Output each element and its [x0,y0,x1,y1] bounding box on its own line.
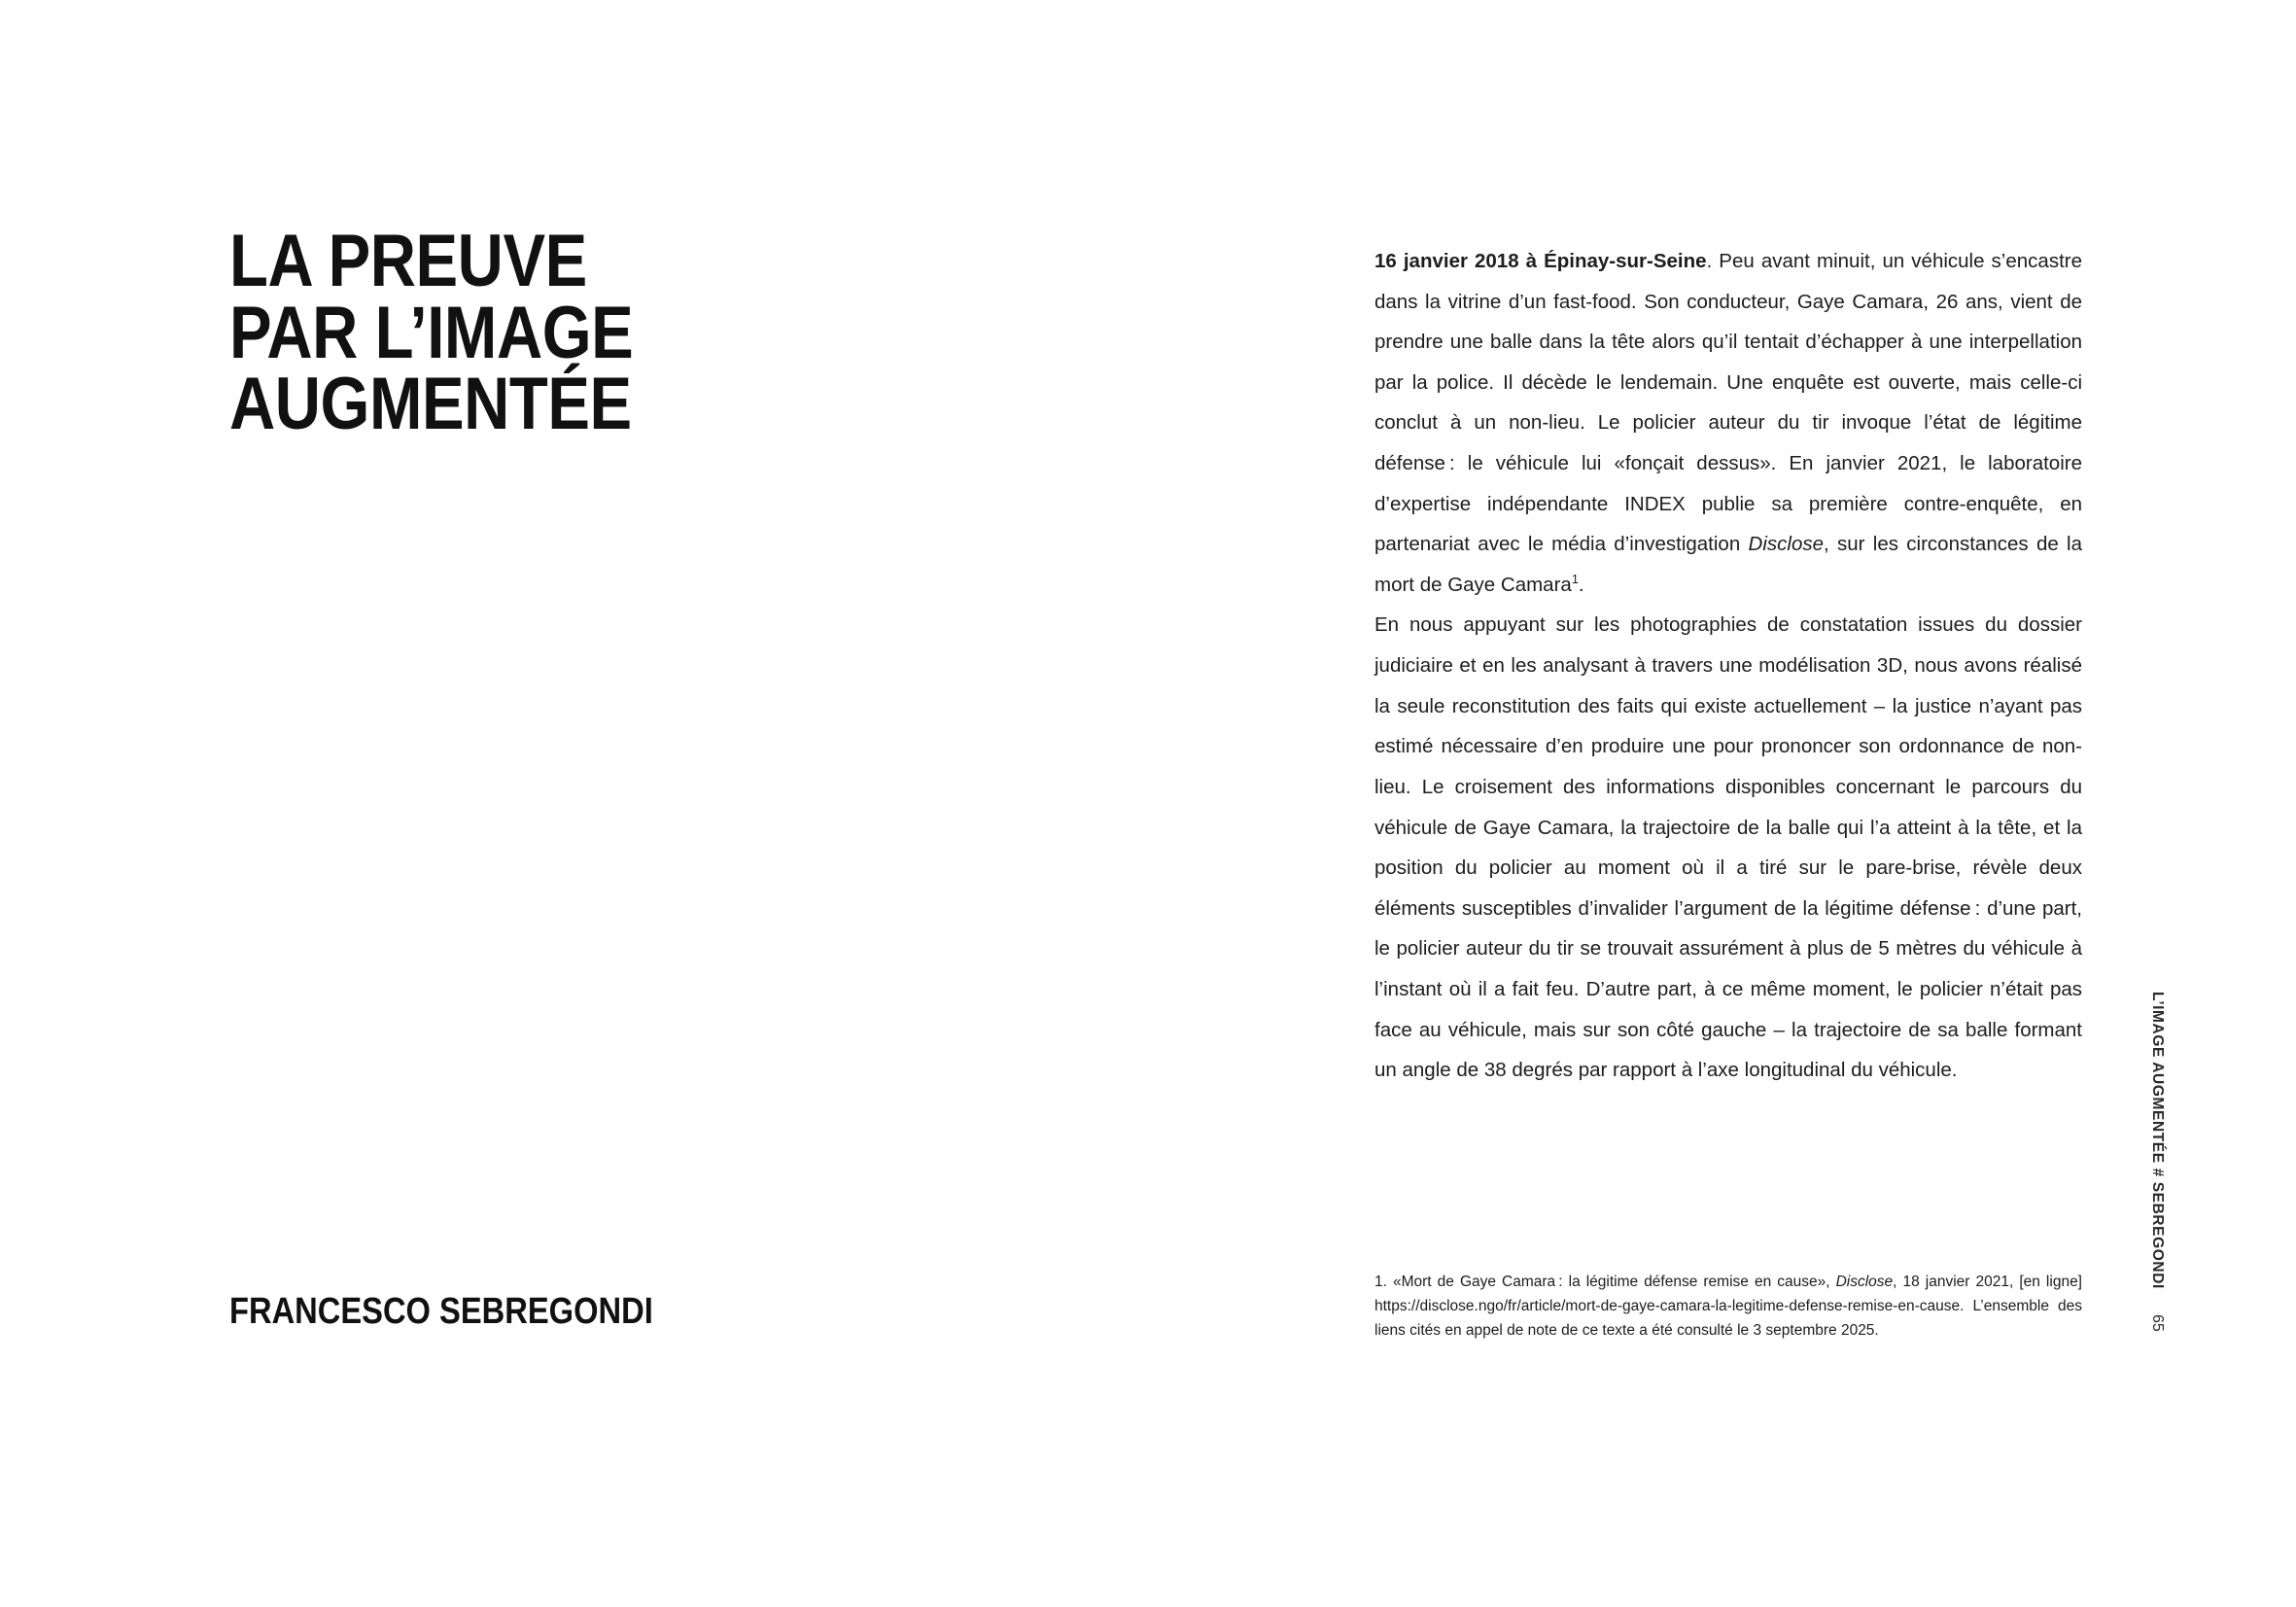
title-line-1: LA PREUVE [229,220,587,302]
footnote-italic-title: Disclose [1835,1274,1894,1290]
title-block [229,220,832,446]
paragraph-1-italic: Disclose [1748,533,1825,556]
title-line-3: AUGMENTÉE [229,363,632,446]
footnote-number: 1. [1374,1274,1387,1290]
author-name: FRANCESCO SEBREGONDI [229,1291,653,1332]
page-title [229,220,748,446]
paragraph-1 [1374,241,2082,605]
title-line-2: PAR L’IMAGE [229,291,634,374]
body-column [1374,241,2082,1091]
footnote-marker-1: 1 [1571,572,1579,587]
footnote-block [1374,1270,2082,1343]
paragraph-1-rest: . Peu avant minuit, un véhicule s’encastre dans la vitrine d’un fast-food. Son conducteur, Gaye Camara, 26 ans, vient de prendre une balle dans la tête alors qu’il tentait d’échapper à une interpellation par la police. Il décède le lendemain. Une enquête est ouverte, mais celle-ci conclut à un non-lieu. Le policier auteur du tir invoque l’état de légitime défense : le véhicule lui «fonçait dessus». En janvier 2021, le laboratoire d’expertise indépendante INDEX publie sa première contre-enquête, en partenariat avec le média d’investigation [1374,250,2082,556]
paragraph-2: En nous appuyant sur les photographies de constatation issues du dossier judiciaire et en les analysant à travers une modélisation 3D, nous avons réalisé la seule reconstitution des faits qui existe actuellement – la justice n’ayant pas estimé nécessaire d’en produire une pour prononcer son ordonnance de non-lieu. Le croisement des informations disponibles concernant le parcours du véhicule de Gaye Camara, la trajectoire de la balle qui l’a atteint à la tête, et la position du policier au moment où il a tiré sur le pare-brise, révèle deux éléments susceptibles d’invalider l’argument de la légitime défense : d’une part, le policier auteur du tir se trouvait assurément à plus de 5 mètres du véhicule à l’instant où il a fait feu. D’autre part, à ce même moment, le policier n’était pas face au véhicule, mais sur son côté gauche – la trajectoire de sa balle formant un angle de 38 degrés par rapport à l’axe longitudinal du véhicule. [1374,613,2082,1082]
footnote-text-after: , 18 janvier 2021, [en ligne] https://disclose.ngo/fr/article/mort-de-gaye-camara-la-legitime-defense-remise-en-cause. L’ensemble des liens cités en appel de note de ce texte a été consulté le 3 septembre 2025. [1374,1274,2082,1340]
paragraph-1-tail: , sur les circonstances de la mort de Gaye Camara [1374,533,2083,596]
page-number: 65 [2149,1314,2166,1332]
paragraph-1-end: . [1578,573,1584,596]
running-head: L’IMAGE AUGMENTÉE # SEBREGONDI [2149,992,2166,1289]
paragraph-1-lead: 16 janvier 2018 à Épinay-sur-Seine [1374,250,1707,272]
footnote-text-before: «Mort de Gaye Camara : la légitime défense remise en cause», [1386,1274,1836,1290]
